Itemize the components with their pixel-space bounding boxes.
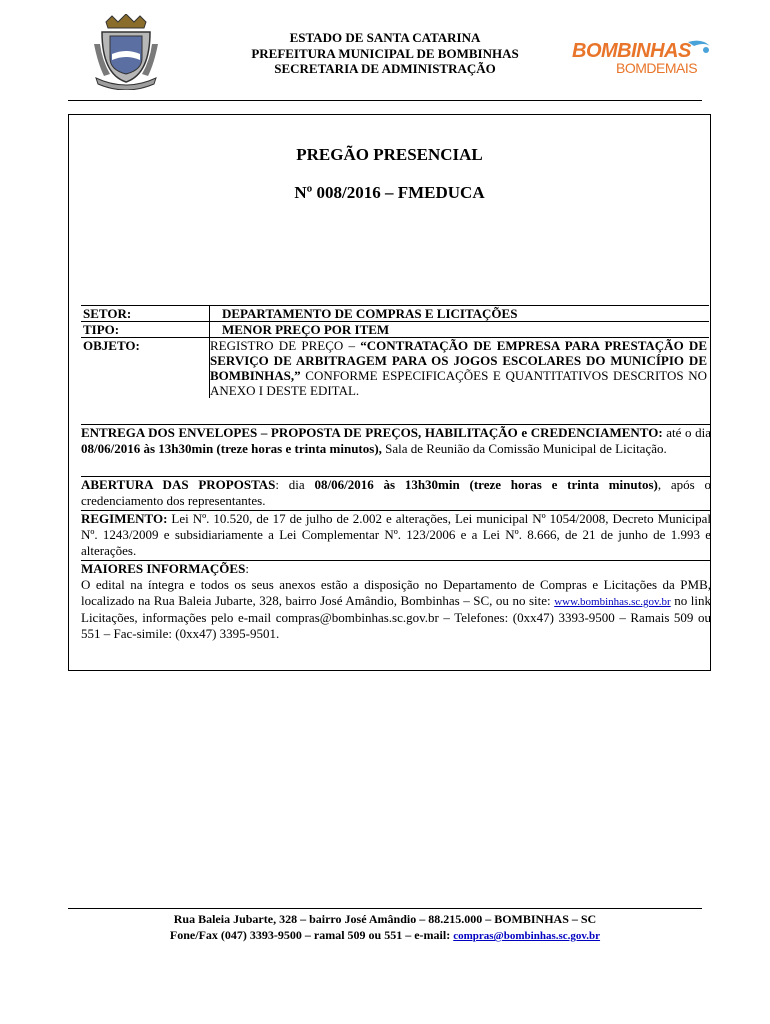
abertura-text1: : dia [275, 477, 315, 492]
tipo-label: TIPO: [81, 322, 210, 338]
logo-main-text: BOMBINHAS [572, 40, 691, 62]
setor-label: SETOR: [81, 306, 210, 322]
informacoes-colon: : [245, 561, 249, 576]
abertura-section [81, 477, 711, 509]
regimento-heading: REGIMENTO: [81, 511, 168, 526]
objeto-value [210, 338, 710, 399]
informacoes-section [81, 561, 711, 642]
table-row [81, 306, 709, 322]
entrega-date: 08/06/2016 às 13h30min (treze horas e trinta minutos), [81, 441, 382, 456]
tipo-value: MENOR PREÇO POR ITEM [210, 322, 710, 338]
logo-sub-text: BOMDEMAIS [616, 60, 698, 76]
entrega-text1: até o dia [662, 425, 711, 440]
table-row [81, 338, 709, 399]
regimento-section [81, 511, 711, 559]
header-secretariat: SECRETARIA DE ADMINISTRAÇÃO [274, 61, 496, 76]
footer-email-link[interactable]: compras@bombinhas.sc.gov.br [453, 930, 601, 942]
document-number: Nº 008/2016 – FMEDUCA [294, 183, 485, 202]
abertura-text2: , após o credenciamento dos representantes. [81, 477, 711, 508]
objeto-prefix: REGISTRO DE PREÇO – [210, 338, 361, 353]
entrega-section [81, 425, 711, 457]
footer-contact [68, 927, 702, 944]
informacoes-text1: O edital na íntegra e todos os seus anexos estão a disposição no Departamento de Compras e Licitações da PMB, localizado na Rua Baleia Jubarte, 328, bairro José Amândio, Bombinhas – SC, ou no site: [81, 577, 711, 608]
municipal-crest-icon [92, 14, 160, 90]
objeto-bold: “CONTRATAÇÃO DE EMPRESA PARA PRESTAÇÃO DE SERVIÇO DE ARBITRAGEM PARA OS JOGOS ESCOLARES DO MUNICÍPIO DE BOMBINHAS,” [210, 338, 707, 383]
bombinhas-logo [570, 38, 720, 78]
entrega-text2: Sala de Reunião da Comissão Municipal de Licitação. [381, 441, 667, 456]
fields-table [81, 305, 709, 398]
setor-value: DEPARTAMENTO DE COMPRAS E LICITAÇÕES [210, 306, 710, 322]
footer-divider [68, 908, 702, 909]
entrega-heading: ENTREGA DOS ENVELOPES – PROPOSTA DE PREÇOS, HABILITAÇÃO e CREDENCIAMENTO: [81, 425, 663, 440]
header-state: ESTADO DE SANTA CATARINA [289, 30, 481, 45]
footer-phone: Fone/Fax (047) 3393-9500 – ramal 509 ou 551 – e-mail: [169, 928, 454, 942]
document-body-box [68, 114, 711, 671]
header-divider [68, 100, 702, 101]
informacoes-heading: MAIORES INFORMAÇÕES [81, 561, 246, 576]
document-footer [68, 911, 702, 944]
footer-address: Rua Baleia Jubarte, 328 – bairro José Amândio – 88.215.000 – BOMBINHAS – SC [173, 912, 597, 926]
regimento-text: Lei Nº. 10.520, de 17 de julho de 2.002 e alterações, Lei municipal Nº 1054/2008, Decreto Municipal Nº. 1243/2009 e subsidiariamente a Lei Complementar Nº. 123/2006 e a Lei Nº. 8.666, de 21 de junho de 1.993 e alterações. [81, 511, 711, 558]
abertura-date: 08/06/2016 às 13h30min (treze horas e trinta minutos) [314, 477, 658, 492]
page-title: PREGÃO PRESENCIAL [296, 145, 483, 164]
table-row [81, 322, 709, 338]
informacoes-text2: no link Licitações, informações pelo e-mail compras@bombinhas.sc.gov.br – Telefones: (0xx47) 3393-9500 – Ramais 509 ou 551 – Fac-simile: (0xx47) 3395-9501. [81, 593, 711, 641]
objeto-label: OBJETO: [81, 338, 210, 399]
header-prefecture: PREFEITURA MUNICIPAL DE BOMBINHAS [251, 45, 519, 61]
objeto-suffix: CONFORME ESPECIFICAÇÕES E QUANTITATIVOS DESCRITOS NO ANEXO I DESTE EDITAL. [210, 368, 707, 398]
abertura-heading: ABERTURA DAS PROPOSTAS [81, 477, 276, 492]
document-header [200, 30, 570, 77]
site-link[interactable]: www.bombinhas.sc.gov.br [554, 596, 671, 608]
